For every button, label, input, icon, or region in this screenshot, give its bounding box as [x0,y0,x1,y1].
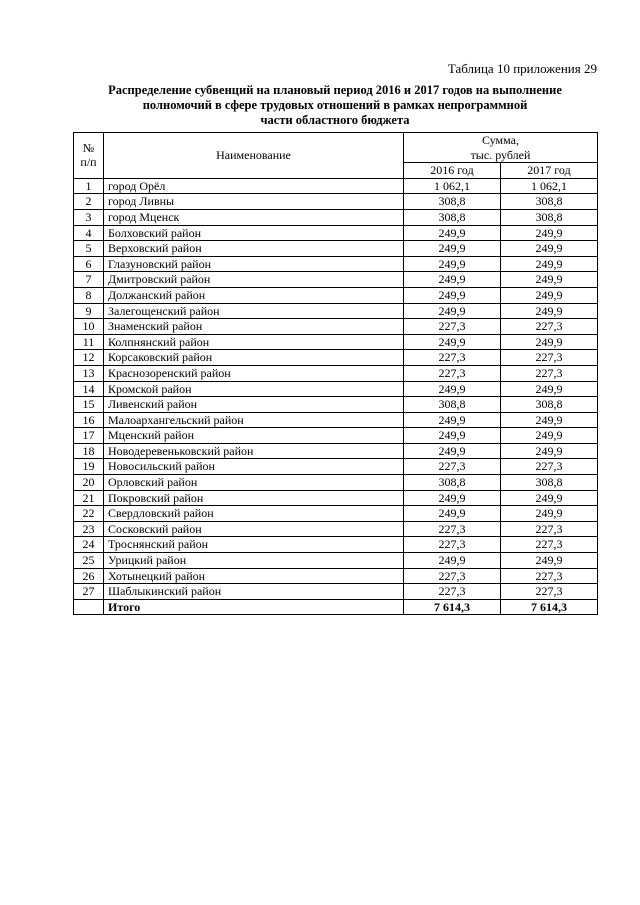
row-value-2017: 249,9 [501,443,598,459]
row-name: Новосильский район [104,459,404,475]
row-value-2016: 308,8 [404,209,501,225]
header-year-2016: 2016 год [404,163,501,179]
row-value-2017: 249,9 [501,428,598,444]
row-value-2017: 227,3 [501,584,598,600]
row-name: город Ливны [104,194,404,210]
row-value-2017: 249,9 [501,256,598,272]
row-name: Краснозоренский район [104,365,404,381]
total-number [74,599,104,615]
row-value-2017: 249,9 [501,334,598,350]
row-value-2016: 227,3 [404,568,501,584]
row-number: 16 [74,412,104,428]
row-value-2016: 249,9 [404,241,501,257]
row-value-2016: 227,3 [404,459,501,475]
row-value-2017: 227,3 [501,521,598,537]
row-name: город Мценск [104,209,404,225]
header-sum [404,133,598,163]
row-value-2017: 308,8 [501,194,598,210]
row-number: 26 [74,568,104,584]
row-value-2016: 249,9 [404,334,501,350]
table-row [74,381,598,397]
row-number: 19 [74,459,104,475]
row-number: 5 [74,241,104,257]
table-row [74,365,598,381]
row-number: 15 [74,397,104,413]
total-value-2016: 7 614,3 [404,599,501,615]
row-value-2017: 249,9 [501,241,598,257]
title-line: части областного бюджета [260,113,410,127]
row-number: 23 [74,521,104,537]
row-value-2016: 249,9 [404,303,501,319]
header-number-symbol: № [82,140,95,155]
header-sum-line1: Сумма, [482,133,519,147]
row-value-2016: 227,3 [404,537,501,553]
row-value-2016: 249,9 [404,225,501,241]
row-value-2017: 308,8 [501,209,598,225]
subventions-table [73,132,598,615]
row-name: Должанский район [104,287,404,303]
row-number: 6 [74,256,104,272]
row-value-2016: 249,9 [404,381,501,397]
header-year-2017: 2017 год [501,163,598,179]
row-value-2017: 227,3 [501,568,598,584]
row-number: 10 [74,319,104,335]
row-number: 17 [74,428,104,444]
row-number: 21 [74,490,104,506]
row-value-2017: 308,8 [501,397,598,413]
row-value-2016: 227,3 [404,521,501,537]
row-value-2017: 227,3 [501,350,598,366]
row-number: 20 [74,475,104,491]
table-row [74,584,598,600]
header-sum-line2: тыс. рублей [470,147,531,162]
row-number: 3 [74,209,104,225]
table-row [74,568,598,584]
row-name: Дмитровский район [104,272,404,288]
table-row [74,209,598,225]
total-label: Итого [104,599,404,615]
title-line: полномочий в сфере трудовых отношений в рамках непрограммной [142,98,528,112]
row-name: Знаменский район [104,319,404,335]
row-value-2017: 227,3 [501,537,598,553]
row-value-2016: 308,8 [404,397,501,413]
row-name: Хотынецкий район [104,568,404,584]
table-row [74,475,598,491]
row-number: 2 [74,194,104,210]
row-number: 18 [74,443,104,459]
row-value-2016: 249,9 [404,553,501,569]
row-value-2016: 227,3 [404,584,501,600]
table-row [74,350,598,366]
row-value-2016: 1 062,1 [404,178,501,194]
table-row [74,459,598,475]
row-name: Мценский район [104,428,404,444]
table-row [74,490,598,506]
row-number: 27 [74,584,104,600]
row-value-2017: 249,9 [501,506,598,522]
row-number: 22 [74,506,104,522]
row-value-2016: 249,9 [404,490,501,506]
total-value-2017: 7 614,3 [501,599,598,615]
table-row [74,319,598,335]
row-name: Малоархангельский район [104,412,404,428]
row-value-2017: 249,9 [501,490,598,506]
row-name: Свердловский район [104,506,404,522]
row-value-2016: 227,3 [404,319,501,335]
table-row [74,178,598,194]
table-row [74,303,598,319]
row-name: Верховский район [104,241,404,257]
row-value-2017: 308,8 [501,475,598,491]
row-value-2017: 227,3 [501,319,598,335]
row-number: 25 [74,553,104,569]
row-name: Болховский район [104,225,404,241]
table-row [74,443,598,459]
row-value-2017: 249,9 [501,412,598,428]
table-row [74,194,598,210]
row-name: Ливенский район [104,397,404,413]
row-name: Кромской район [104,381,404,397]
row-number: 24 [74,537,104,553]
table-row [74,272,598,288]
table-body [74,178,598,615]
table-row [74,412,598,428]
row-number: 1 [74,178,104,194]
row-name: Сосковский район [104,521,404,537]
row-value-2016: 249,9 [404,428,501,444]
table-row [74,428,598,444]
row-value-2016: 249,9 [404,256,501,272]
header-name: Наименование [104,133,404,179]
row-value-2017: 227,3 [501,365,598,381]
row-value-2017: 249,9 [501,381,598,397]
table-row [74,334,598,350]
total-row [74,599,598,615]
row-name: Урицкий район [104,553,404,569]
row-value-2016: 249,9 [404,287,501,303]
row-number: 8 [74,287,104,303]
row-value-2016: 249,9 [404,272,501,288]
table-row [74,553,598,569]
row-value-2017: 249,9 [501,303,598,319]
row-number: 9 [74,303,104,319]
row-number: 14 [74,381,104,397]
row-name: Орловский район [104,475,404,491]
table-row [74,256,598,272]
row-name: Корсаковский район [104,350,404,366]
row-value-2016: 249,9 [404,506,501,522]
row-number: 11 [74,334,104,350]
table-row [74,521,598,537]
table-row [74,241,598,257]
row-value-2017: 249,9 [501,287,598,303]
document-title [70,83,600,128]
row-value-2016: 249,9 [404,412,501,428]
row-name: Залегощенский район [104,303,404,319]
row-number: 7 [74,272,104,288]
table-row [74,537,598,553]
row-value-2016: 249,9 [404,443,501,459]
header-number [74,133,104,179]
row-name: Колпнянский район [104,334,404,350]
row-value-2017: 227,3 [501,459,598,475]
table-row [74,506,598,522]
row-value-2016: 227,3 [404,365,501,381]
table-caption: Таблица 10 приложения 29 [447,61,597,76]
header-number-abbr: п/п [80,155,97,170]
row-number: 4 [74,225,104,241]
row-value-2017: 249,9 [501,225,598,241]
row-name: Покровский район [104,490,404,506]
row-value-2016: 308,8 [404,194,501,210]
row-name: Новодеревеньковский район [104,443,404,459]
row-name: Шаблыкинский район [104,584,404,600]
title-line: Распределение субвенций на плановый период 2016 и 2017 годов на выполнение [108,83,562,97]
row-number: 12 [74,350,104,366]
row-name: город Орёл [104,178,404,194]
row-value-2017: 1 062,1 [501,178,598,194]
table-row [74,287,598,303]
table-row [74,397,598,413]
row-number: 13 [74,365,104,381]
row-name: Троснянский район [104,537,404,553]
table-row [74,225,598,241]
row-value-2016: 308,8 [404,475,501,491]
row-name: Глазуновский район [104,256,404,272]
row-value-2017: 249,9 [501,553,598,569]
row-value-2017: 249,9 [501,272,598,288]
row-value-2016: 227,3 [404,350,501,366]
